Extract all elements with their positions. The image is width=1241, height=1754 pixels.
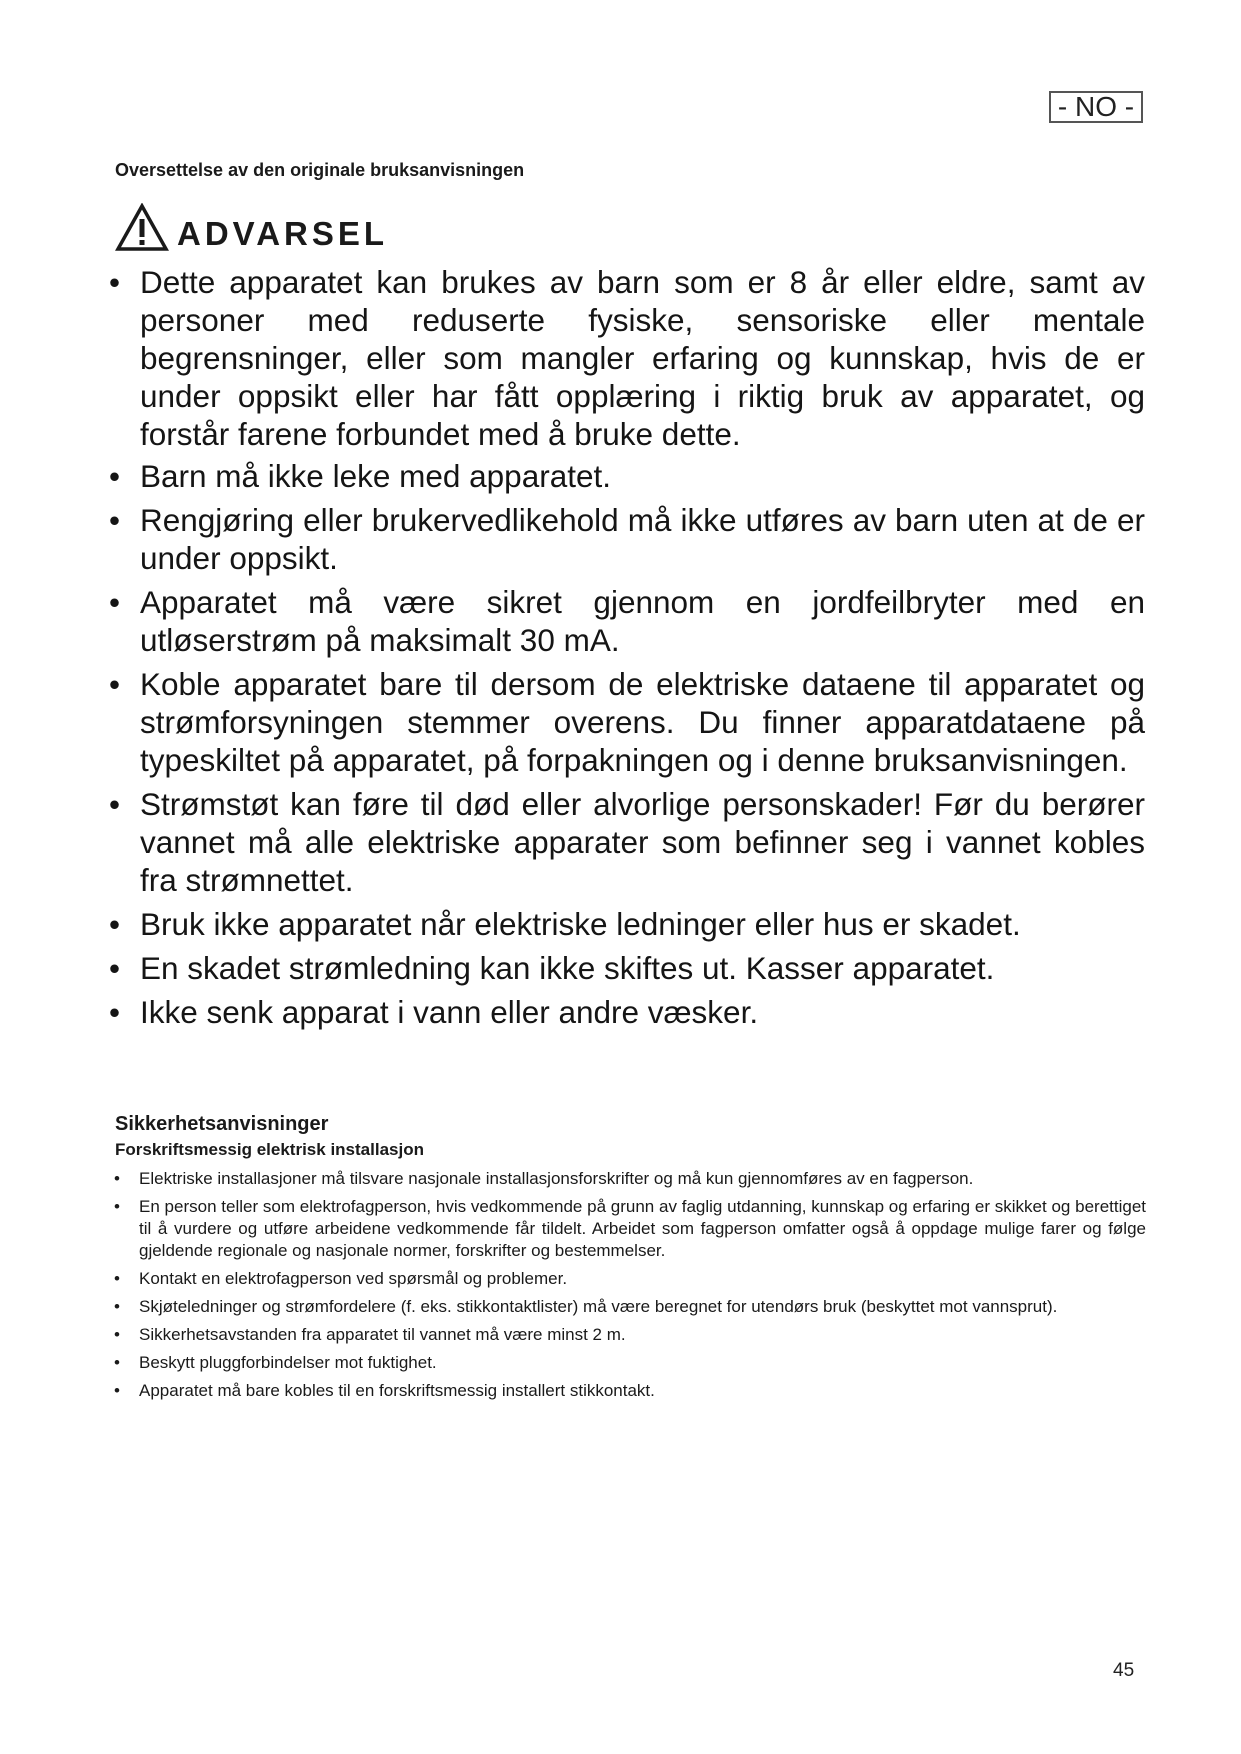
warning-item: • Koble apparatet bare til dersom de elektriske dataene til apparatet og strømforsyningen stemmer overens. Du finner apparatdataene på typeskiltet på apparatet, på forpakningen og i denne bruksanvisningen. (109, 666, 1145, 778)
safety-item: • Elektriske installasjoner må tilsvare nasjonale installasjonsforskrifter og må kun gjennomføres av en fagperson. (114, 1169, 974, 1188)
warning-item: • Strømstøt kan føre til død eller alvorlige personskader! Før du berører vannet må alle elektriske apparater som befinner seg i vannet kobles fra strømnettet. (109, 786, 1145, 898)
safety-item: • Beskytt pluggforbindelser mot fuktighet. (114, 1353, 437, 1372)
warning-heading (115, 203, 388, 253)
warning-item: • Bruk ikke apparatet når elektriske ledninger eller hus er skadet. (109, 906, 1021, 942)
warning-title: ADVARSEL (177, 215, 389, 252)
language-badge: - NO - (1049, 91, 1143, 123)
document-subtitle: Oversettelse av den originale bruksanvisningen (115, 160, 525, 180)
warning-item: • En skadet strømledning kan ikke skiftes ut. Kasser apparatet. (109, 950, 995, 986)
safety-item: • En person teller som elektrofagperson, hvis vedkommende på grunn av faglig utdanning, kunnskap og erfaring er skikket og berettiget til å vurdere og utføre arbeidene vedkommende får tildelt. Arbeidet som fagperson omfatter også å oppdage mulige farer og følge gjeldende regionale og nasjonale normer, forskrifter og bestemmelser. (114, 1197, 1146, 1260)
page-number: 45 (1113, 1660, 1135, 1681)
warning-triangle-icon (115, 203, 169, 253)
warning-item: • Rengjøring eller brukervedlikehold må ikke utføres av barn uten at de er under oppsikt. (109, 502, 1145, 576)
safety-heading: Sikkerhetsanvisninger (115, 1113, 329, 1135)
safety-subheading: Forskriftsmessig elektrisk installasjon (115, 1140, 424, 1159)
warning-item: • Apparatet må være sikret gjennom en jordfeilbryter med en utløserstrøm på maksimalt 30 mA. (109, 584, 1145, 658)
safety-item: • Skjøteledninger og strømfordelere (f. eks. stikkontaktlister) må være beregnet for utendørs bruk (beskyttet mot vannsprut). (114, 1297, 1058, 1316)
safety-item: • Sikkerhetsavstanden fra apparatet til vannet må være minst 2 m. (114, 1325, 626, 1344)
safety-item: • Apparatet må bare kobles til en forskriftsmessig installert stikkontakt. (114, 1381, 655, 1400)
warning-list (109, 263, 1145, 1037)
safety-list (110, 1168, 1146, 1408)
warning-item: • Dette apparatet kan brukes av barn som er 8 år eller eldre, samt av personer med reduserte fysiske, sensoriske eller mentale begrensninger, eller som mangler erfaring og kunnskap, hvis de er under oppsikt eller har fått opplæring i riktig bruk av apparatet, og forstår farene forbundet med å bruke dette. (109, 264, 1145, 452)
warning-item: • Ikke senk apparat i vann eller andre væsker. (109, 994, 759, 1030)
safety-item: • Kontakt en elektrofagperson ved spørsmål og problemer. (114, 1269, 568, 1288)
warning-item: • Barn må ikke leke med apparatet. (109, 458, 611, 494)
